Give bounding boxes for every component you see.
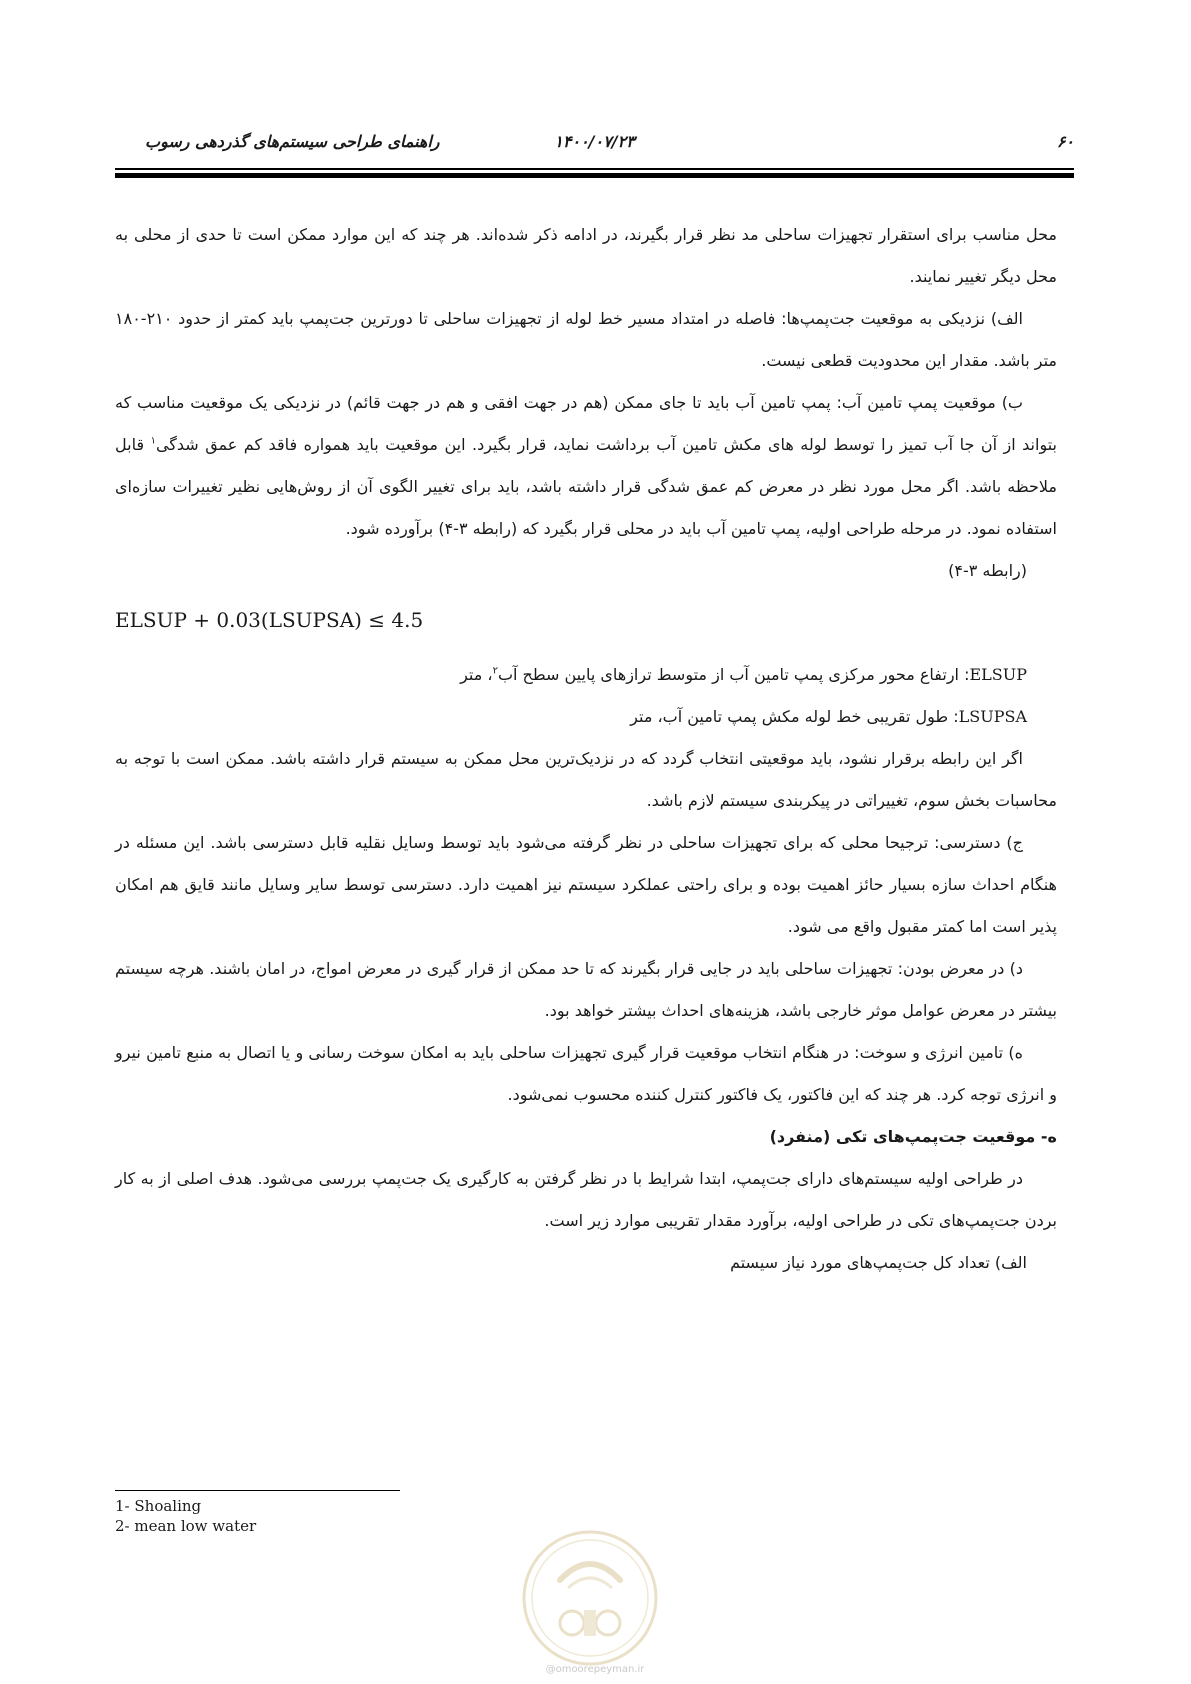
item-c-paragraph: ج) دسترسی: ترجیحا محلی که برای تجهیزات ساحلی در نظر گرفته می‌شود باید توسط وسایل نقلیه قابل دسترسی باشد. این مسئله در هنگام احداث سازه بسیار حائز اهمیت بوده و برای راحتی عملکرد سیستم نیز اهمیت دارد. دسترسی توسط سایر وسایل مانند قایق هم امکان پذیر است اما کمتر مقبول واقع می شود. bbox=[115, 833, 1057, 936]
book-title: راهنمای طراحی سیستم‌های گذردهی رسوب bbox=[145, 132, 440, 151]
definition-elsup bbox=[115, 654, 1057, 696]
footnotes bbox=[115, 1496, 256, 1536]
footnote-separator bbox=[115, 1490, 400, 1491]
body-text bbox=[115, 214, 1057, 1284]
definition-elsup-unit: ، متر bbox=[460, 665, 493, 684]
watermark-site: @omoorepeyman.ir bbox=[545, 1664, 645, 1675]
item-b-text-2: قابل ملاحظه باشد. اگر محل مورد نظر در معرض کم عمق شدگی قرار داشته باشد، باید برای تغییر الگوی آن از روش‌هایی نظیر تغییرات سازه‌ای استفاده نمود. در مرحله طراحی اولیه، پمپ تامین آب باید در محلی قرار بگیرد که (رابطه ۳-۴) برآورده شود. bbox=[115, 435, 1057, 538]
watermark-seal-icon bbox=[520, 1528, 660, 1668]
definition-lsupsa bbox=[115, 696, 1057, 738]
item-b-text-1: ب) موقعیت پمپ تامین آب: پمپ تامین آب باید تا جای ممکن (هم در جهت افقی و هم در جهت قائم) در نزدیکی یک موقعیت مناسب که بتواند از آن جا آب تمیز را توسط لوله های مکش تامین آب برداشت نماید، قرار بگیرد. این موقعیت باید همواره فاقد کم عمق شدگی bbox=[115, 393, 1057, 454]
formula: ELSUP + 0.03(LSUPSA) ≤ 4.5 bbox=[115, 608, 424, 632]
footnote-1: 1- Shoaling bbox=[115, 1497, 202, 1515]
section-paragraph: در طراحی اولیه سیستم‌های دارای جت‌پمپ، ابتدا شرایط با در نظر گرفتن به کارگیری یک جت‌پمپ بررسی می‌شود. هدف اصلی از به کار بردن جت‌پمپ‌های تکی در طراحی اولیه، برآورد مقدار تقریبی موارد زیر است. bbox=[115, 1169, 1057, 1230]
item-a-paragraph: الف) نزدیکی به موقعیت جت‌پمپ‌ها: فاصله در امتداد مسیر خط لوله از تجهیزات ساحلی تا دورترین جت‌پمپ باید کمتر از حدود ۲۱۰-۱۸۰ متر باشد. مقدار این محدودیت قطعی نیست. bbox=[115, 309, 1057, 370]
definition-lsupsa-var: LSUPSA bbox=[958, 707, 1027, 726]
formula-label: (رابطه ۳-۴) bbox=[948, 561, 1027, 580]
item-e-paragraph: ه) تامین انرژی و سوخت: در هنگام انتخاب موقعیت قرار گیری تجهیزات ساحلی باید به امکان سوخت رسانی و یا اتصال به منبع تامین نیرو و انرژی توجه کرد. هر چند که این فاکتور، یک فاکتور کنترل کننده محسوب نمی‌شود. bbox=[115, 1043, 1057, 1104]
footnote-ref-1: ۱ bbox=[150, 435, 156, 447]
running-header bbox=[115, 126, 1074, 160]
definition-lsupsa-text: : طول تقریبی خط لوله مکش پمپ تامین آب، متر bbox=[630, 707, 959, 726]
definition-elsup-var: ELSUP bbox=[969, 665, 1027, 684]
header-rule-thick bbox=[115, 173, 1074, 178]
footnote-2: 2- mean low water bbox=[115, 1517, 257, 1535]
header-rule-thin bbox=[115, 168, 1074, 170]
item-d-paragraph: د) در معرض بودن: تجهیزات ساحلی باید در جایی قرار بگیرند که تا حد ممکن از قرار گیری در معرض امواج، در امان باشند. هرچه سیستم بیشتر در معرض عوامل موثر خارجی باشد، هزینه‌های احداث بیشتر خواهد بود. bbox=[115, 959, 1057, 1020]
definition-elsup-text: : ارتفاع محور مرکزی پمپ تامین آب از متوسط ترازهای پایین سطح آب bbox=[497, 665, 970, 684]
intro-paragraph: محل مناسب برای استقرار تجهیزات ساحلی مد نظر قرار بگیرند، در ادامه ذکر شده‌اند. هر چند که این موارد ممکن است تا حدی از محلی به محل دیگر تغییر نمایند. bbox=[115, 225, 1057, 286]
footnote-ref-2: ۲ bbox=[492, 665, 498, 677]
page-number: ۶۰ bbox=[1056, 132, 1074, 151]
after-formula-paragraph: اگر این رابطه برقرار نشود، باید موقعیتی انتخاب گردد که در نزدیک‌ترین محل ممکن به سیستم قرار داشته باشد. ممکن است با توجه به محاسبات بخش سوم، تغییراتی در پیکربندی سیستم لازم باشد. bbox=[115, 749, 1057, 810]
header-date: ۱۴۰۰/۰۷/۲۳ bbox=[554, 132, 635, 151]
section-heading: ه- موقعیت جت‌پمپ‌های تکی (منفرد) bbox=[769, 1127, 1057, 1146]
item-b-paragraph bbox=[115, 382, 1057, 550]
section-item-a: الف) تعداد کل جت‌پمپ‌های مورد نیاز سیستم bbox=[730, 1253, 1027, 1272]
